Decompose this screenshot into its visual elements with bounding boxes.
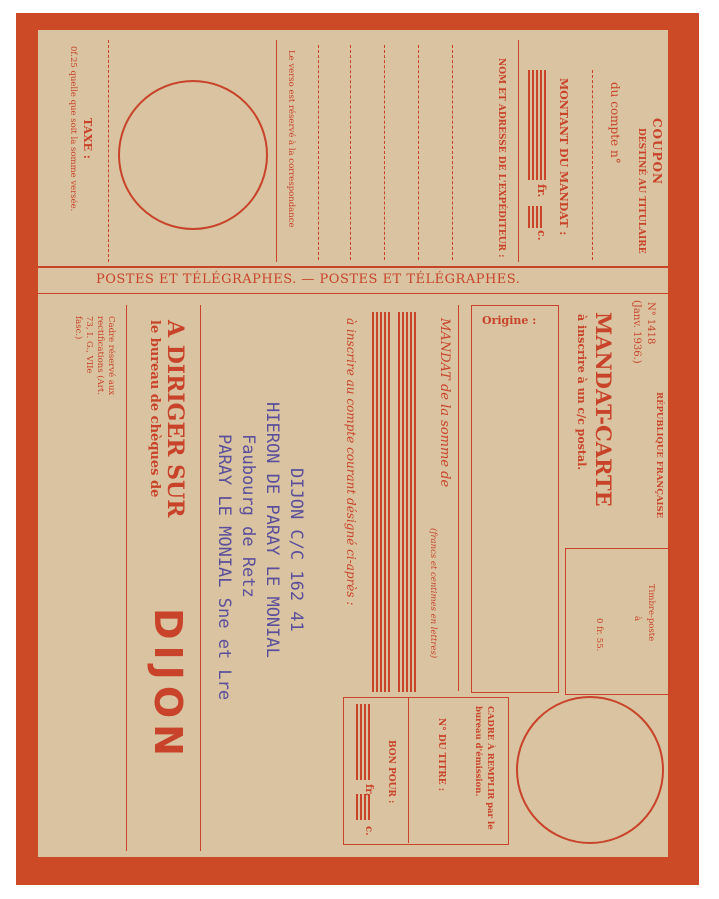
no-titre-label: N° DU TITRE : (436, 718, 446, 792)
coupon-separator (38, 266, 668, 268)
header-band-bottom (38, 293, 668, 294)
address-line-3: Faubourg de Retz (238, 434, 258, 598)
inscrire-label: à inscrire au compte courant désigné ci-après : (344, 318, 358, 606)
cadre-divider (408, 697, 409, 843)
coupon-dotted-divider (108, 40, 109, 262)
timbre-label: Timbre-poste (646, 584, 656, 642)
bon-pour-hatch (356, 704, 372, 780)
coupon-compte-label: du compte n° (608, 82, 622, 164)
coupon-address-line (350, 45, 351, 260)
somme-frame-left (458, 305, 459, 691)
destination-city: DIJON (146, 608, 190, 762)
coupon-address-line (318, 45, 319, 260)
somme-hatch-2 (372, 312, 390, 692)
form-title: MANDAT-CARTE (591, 312, 616, 507)
coupon-vline-2 (518, 40, 519, 262)
coupon-verso-note: Le verso est réservé à la correspondance (286, 50, 296, 228)
origine-box (471, 305, 559, 693)
bon-pour-label: BON POUR : (386, 740, 396, 804)
form-date: (Janv. 1936.) (631, 300, 642, 364)
diriger-frame-left (126, 305, 127, 851)
timbre-value: 0 fr. 55. (594, 618, 604, 652)
form-subtitle: à inscrire à un c/c postal. (575, 314, 588, 471)
coupon-stamp-circle (118, 80, 268, 230)
coupon-c: c. (535, 230, 548, 241)
bureau-label: le bureau de chèques de (147, 320, 162, 498)
coupon-taxe-title: TAXE : (81, 118, 94, 159)
diriger-frame-right (200, 305, 201, 851)
coupon-address-line (384, 45, 385, 260)
coupon-expediteur-label: NOM ET ADRESSE DE L'EXPÉDITEUR : (496, 58, 506, 258)
coupon-address-line (418, 45, 419, 260)
diriger-label: A DIRIGER SUR (162, 320, 188, 518)
origine-label: Origine : (482, 314, 537, 327)
timbre-a: à (632, 616, 642, 622)
coupon-address-line (452, 45, 453, 260)
cadre-remplir-label: CADRE À REMPLIR par le bureau d'émission. (473, 706, 495, 830)
address-line-2: HIERON DE PARAY LE MONIAL (262, 402, 282, 658)
coupon-address-line (592, 70, 593, 260)
header-band: POSTES ET TÉLÉGRAPHES. — POSTES ET TÉLÉGRAPHES. (96, 272, 521, 287)
coupon-fr: fr. (535, 184, 548, 198)
bon-pour-cents-hatch (356, 794, 370, 820)
address-line-1: DIJON C/C 162 41 (286, 468, 306, 632)
coupon-destine: DESTINÉ AU TITULAIRE (636, 128, 646, 254)
emission-stamp-circle (516, 696, 664, 844)
coupon-taxe-text: 0f.25 quelle que soit la somme versée. (68, 46, 78, 212)
somme-hatch-1 (398, 312, 418, 692)
form-number: N° 1418 (645, 302, 656, 345)
cadre-reserve-note: Cadre réservé aux rectifications (Art. 73, I. G., VIIe fasc.) (73, 316, 116, 396)
mandat-somme-label: MANDAT de la somme de (437, 318, 452, 488)
coupon-vline-1 (276, 40, 277, 262)
address-line-4: PARAY LE MONIAL Sne et Lre (214, 434, 234, 701)
coupon-amount-hatch (528, 70, 546, 180)
bon-pour-fr: fr. (363, 784, 374, 797)
francs-centimes-note: (francs et centimes en lettres) (428, 528, 438, 659)
coupon-montant-label: MONTANT DU MANDAT : (557, 78, 570, 236)
bon-pour-c: c. (363, 826, 374, 836)
republique-francaise: RÉPUBLIQUE FRANÇAISE (654, 392, 664, 519)
coupon-title: COUPON (650, 118, 664, 185)
coupon-cents-hatch (528, 206, 544, 228)
